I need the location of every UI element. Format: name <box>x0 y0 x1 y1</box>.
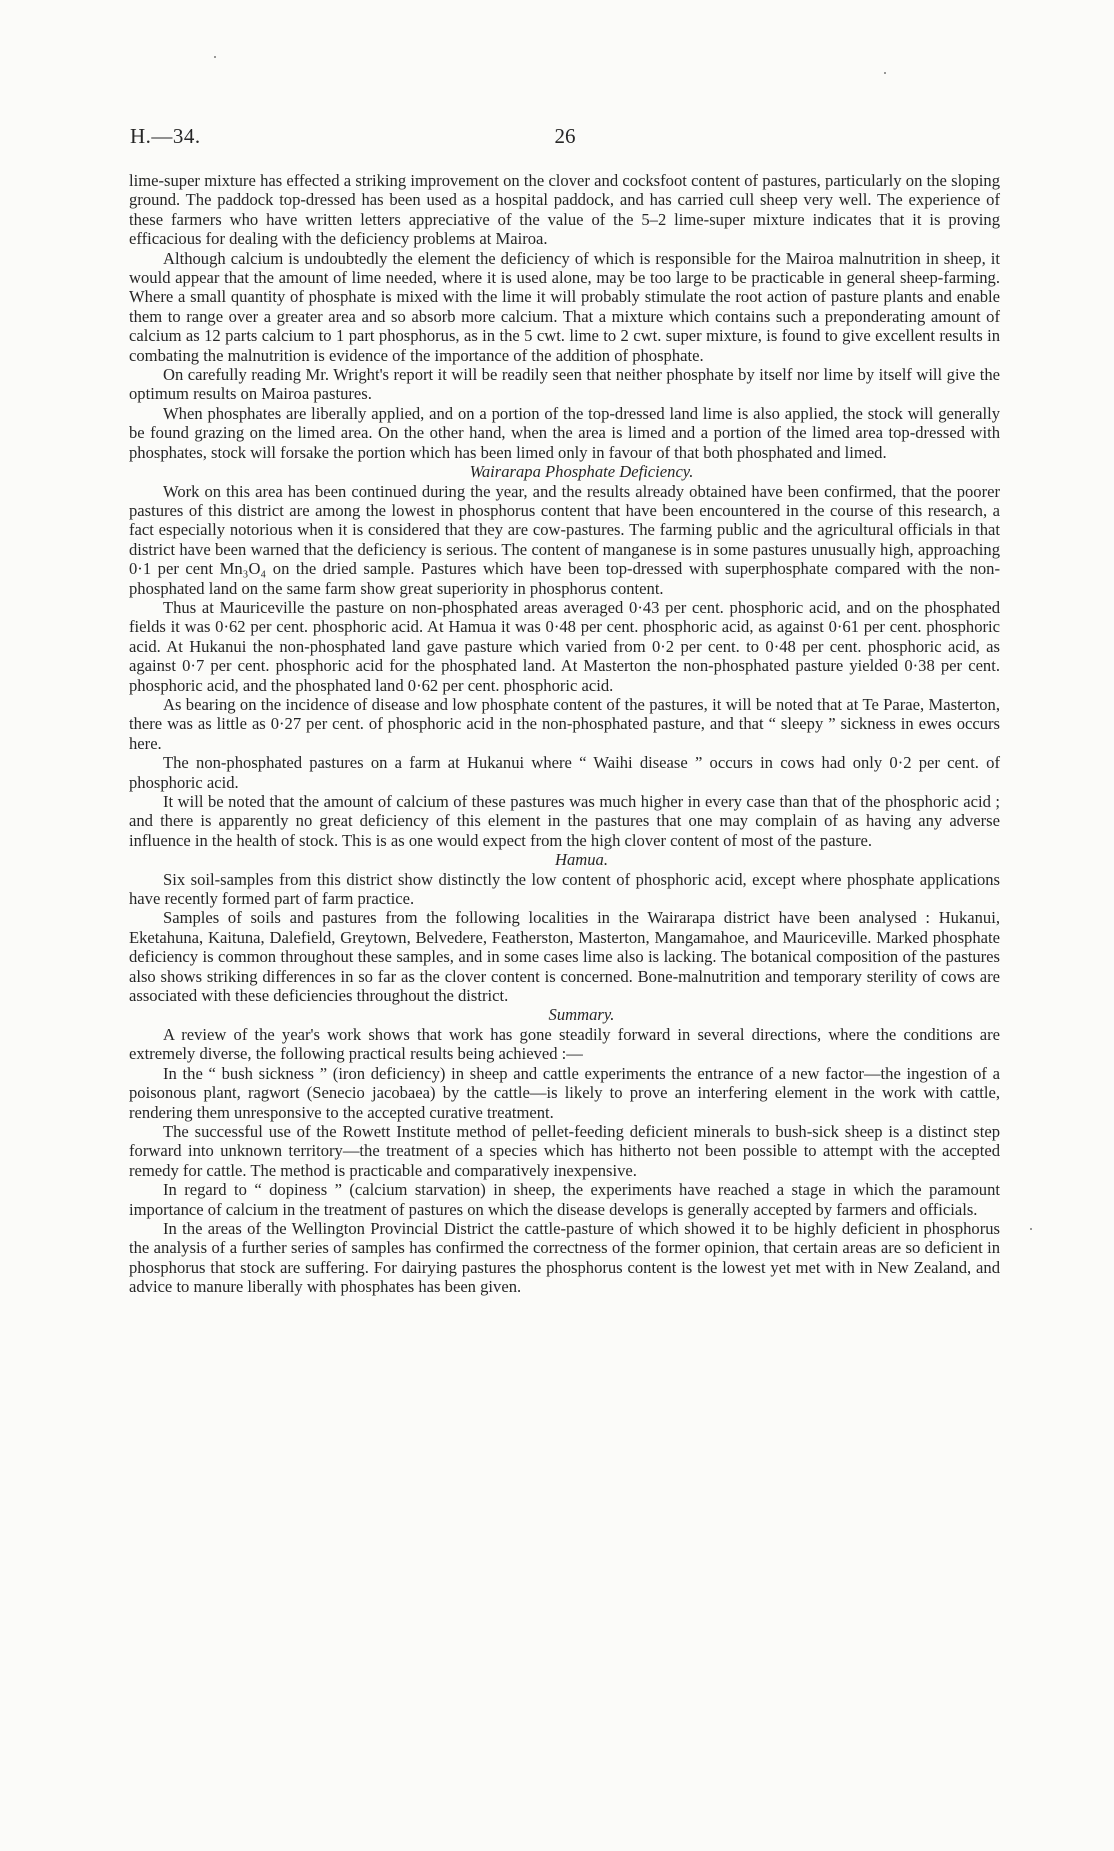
paragraph: Samples of soils and pastures from the following localities in the Wairarapa district have been analysed : Hukanui, Eketahuna, Kaituna, Dalefield, Greytown, Belvedere, Featherston, Masterton, Mangamahoe, and Mauriceville. Marked phosphate deficiency is common throughout these samples, and in some cases lime also is lacking. The botanical composition of the pastures also shows striking differences in so far as the clover content is concerned. Bone-malnutrition and temporary sterility of cows are associated with these deficiencies throughout the district. <box>129 908 1000 1006</box>
paragraph: As bearing on the incidence of disease and low phosphate content of the pastures, it will be noted that at Te Parae, Masterton, there was as little as 0·27 per cent. of phosphoric acid in the non-phosphated pasture, and that “ sleepy ” sickness in ewes occurs here. <box>129 694 1000 753</box>
document-reference: H.—34. <box>130 124 201 148</box>
paragraph: In regard to “ dopiness ” (calcium starvation) in sheep, the experiments have reached a stage in which the paramount importance of calcium in the treatment of pastures on which the disease develops is generally accepted by farmers and officials. <box>129 1180 1000 1219</box>
page-header <box>130 124 1000 154</box>
paragraph: The successful use of the Rowett Institute method of pellet-feeding deficient minerals to bush-sick sheep is a distinct step forward into unknown territory—the treatment of a species which has hitherto not been possible to attempt with the accepted remedy for cattle. The method is practicable and comparatively inexpensive. <box>129 1121 1000 1180</box>
section-heading: Summary. <box>548 1005 615 1025</box>
paragraph: On carefully reading Mr. Wright's report it will be readily seen that neither phosphate by itself nor lime by itself will give the optimum results on Mairoa pastures. <box>129 365 1000 404</box>
paragraph: Thus at Mauriceville the pasture on non-phosphated areas averaged 0·43 per cent. phosphoric acid, and on the phosphated fields it was 0·62 per cent. phosphoric acid. At Hamua it was 0·48 per cent. phosphoric acid, as against 0·61 per cent. phosphoric acid. At Hukanui the non-phosphated land gave pasture which varied from 0·2 per cent. to 0·48 per cent. phosphoric acid, as against 0·7 per cent. phosphoric acid for the phosphated land. At Masterton the non-phosphated pasture yielded 0·38 per cent. phosphoric acid, and the phosphated land 0·62 per cent. phosphoric acid. <box>129 597 1000 695</box>
paragraph: Work on this area has been continued during the year, and the results already obtained have been confirmed, that the poorer pastures of this district are among the lowest in phosphorus content that have been encountered in the course of this research, a fact especially notorious when it is considered that they are cow-pastures. The farming public and the agricultural officials in that district have been warned that the deficiency is serious. The content of manganese is in some pastures unusually high, approaching 0·1 per cent Mn₃O₄ on the dried sample. Pastures which have been top-dressed with superphosphate compared with the non-phosphated land on the same farm show great superiority in phosphorus content. <box>129 481 1000 598</box>
paragraph: In the areas of the Wellington Provincial District the cattle-pasture of which showed it to be highly deficient in phosphorus the analysis of a further series of samples has confirmed the correctness of the former opinion, that certain areas are so deficient in phosphorus that stock are suffering. For dairying pastures the phosphorus content is the lowest yet met with in New Zealand, and advice to manure liberally with phosphates has been given. <box>129 1218 1000 1297</box>
document-body <box>129 171 1000 1297</box>
paragraph: The non-phosphated pastures on a farm at Hukanui where “ Waihi disease ” occurs in cows had only 0·2 per cent. of phosphoric acid. <box>129 753 1000 792</box>
paragraph: Six soil-samples from this district show distinctly the low content of phosphoric acid, except where phosphate applications have recently formed part of farm practice. <box>129 869 1000 909</box>
scan-speck <box>884 72 886 74</box>
section-heading: Wairarapa Phosphate Deficiency. <box>469 462 694 482</box>
paragraph: Although calcium is undoubtedly the element the deficiency of which is responsible for the Mairoa malnutrition in sheep, it would appear that the amount of lime needed, where it is used alone, may be too large to be practicable in general sheep-farming. Where a small quantity of phosphate is mixed with the lime it will probably stimulate the root action of pasture plants and enable them to range over a greater area and so absorb more calcium. That a mixture which contains such a preponderating amount of calcium as 12 parts calcium to 1 part phosphorus, as in the 5 cwt. lime to 2 cwt. super mixture, is found to give excellent results in combating the malnutrition is evidence of the importance of the addition of phosphate. <box>129 248 1000 365</box>
paragraph: In the “ bush sickness ” (iron deficiency) in sheep and cattle experiments the entrance of a new factor—the ingestion of a poisonous plant, ragwort (Senecio jacobaea) by the cattle—is likely to prove an interfering element in the work with cattle, rendering them unresponsive to the accepted curative treatment. <box>129 1063 1000 1122</box>
paragraph: A review of the year's work shows that work has gone steadily forward in several directions, where the conditions are extremely diverse, the following practical results being achieved :— <box>129 1024 1000 1064</box>
paragraph: When phosphates are liberally applied, and on a portion of the top-dressed land lime is also applied, the stock will generally be found grazing on the limed area. On the other hand, when the area is limed and a portion of the limed area top-dressed with phosphates, stock will forsake the portion which has been limed only in favour of that both phosphated and limed. <box>129 403 1000 462</box>
scan-speck <box>214 56 216 58</box>
paragraph: It will be noted that the amount of calcium of these pastures was much higher in every case than that of the phosphoric acid ; and there is apparently no great deficiency of this element in the pastures that one may complain of as having any adverse influence in the health of stock. This is as one would expect from the high clover content of most of the pasture. <box>129 792 1000 850</box>
scan-speck <box>1030 1228 1032 1230</box>
page-number: 26 <box>554 124 576 148</box>
paragraph: lime-super mixture has effected a striking improvement on the clover and cocksfoot content of pastures, particularly on the sloping ground. The paddock top-dressed has been used as a hospital paddock, and has carried cull sheep very well. The experience of these farmers who have written letters appreciative of the value of the 5–2 lime-super mixture indicates that it is proving efficacious for dealing with the deficiency problems at Mairoa. <box>129 171 1000 249</box>
section-heading: Hamua. <box>554 850 608 870</box>
